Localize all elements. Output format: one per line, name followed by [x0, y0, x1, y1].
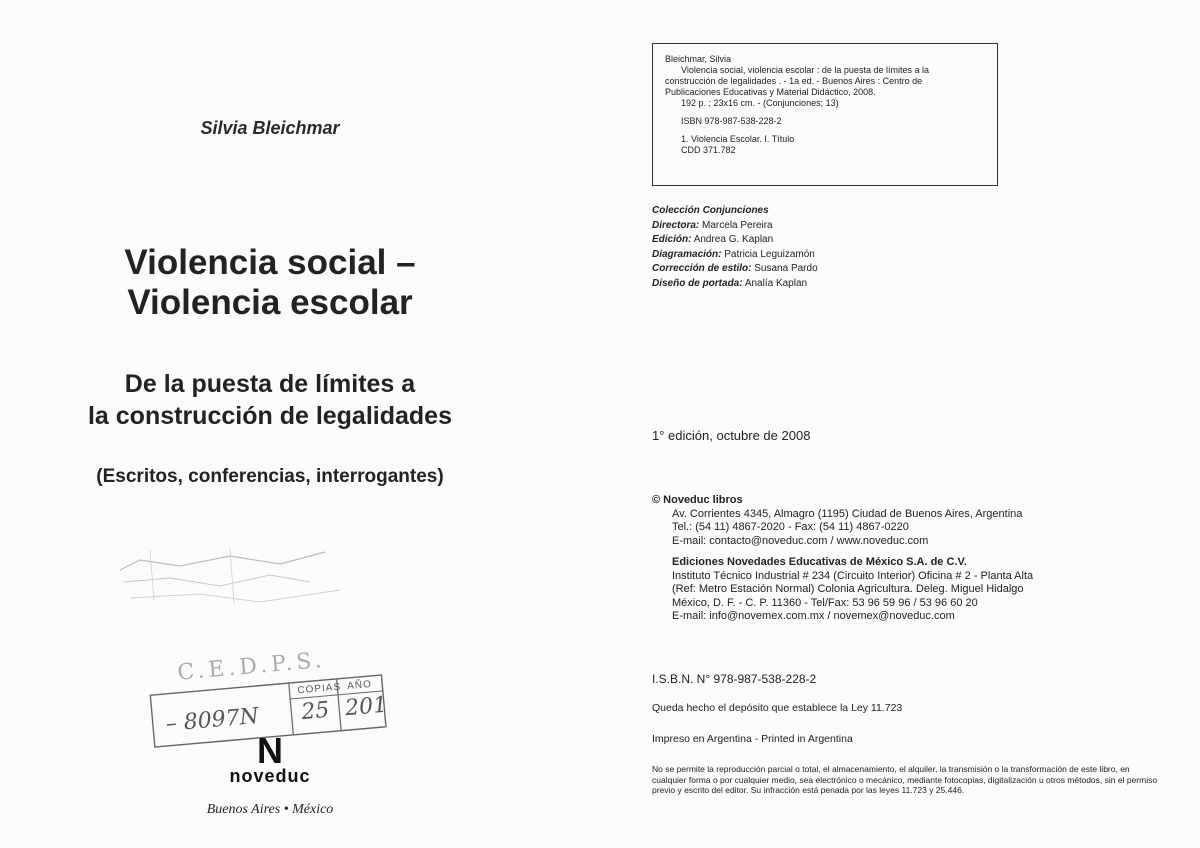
stamp-year-value: 201 [344, 692, 389, 722]
copyright-notice: No se permite la reproducción parcial o total, el almacenamiento, el alquiler, la transmisión o la transformación de este libro, en cualquier forma o por cualquier medio, sea electrónico o mecánico, mediante fotocopias, digitalización u otros métodos, sin el permiso previo y escrito del editor. Su infracción está penada por las leyes 11.723 y 25.446. [652, 764, 1158, 795]
isbn: I.S.B.N. N° 978-987-538-228-2 [652, 672, 817, 686]
publisher1-name: © Noveduc libros [652, 494, 743, 506]
publisher2-line3: México, D. F. - C. P. 11360 - Tel/Fax: 53 96 59 96 / 53 96 60 20 [672, 596, 978, 609]
catalog-topics: 1. Violencia Escolar. I. Título [681, 134, 795, 144]
subtitle-aside: (Escritos, conferencias, interrogantes) [96, 466, 444, 487]
collection-name: Colección Conjunciones [652, 205, 769, 216]
publisher2-email: E-mail: info@novemex.com.mx / novemex@noveduc.com [672, 610, 955, 622]
title-line-1: Violencia social – [124, 243, 416, 282]
catalog-line-4: Publicaciones Educativas y Material Didáctico, 2008. [665, 87, 876, 97]
publisher2-line1: Instituto Técnico Industrial # 234 (Circuito Interior) Oficina # 2 - Planta Alta [672, 569, 1034, 582]
credit-style: Corrección de estilo: Susana Pardo [652, 263, 818, 274]
title-line-2: Violencia escolar [127, 283, 413, 322]
catalog-line-5: 192 p. ; 23x16 cm. - (Conjunciones; 13) [681, 98, 839, 108]
catalog-line-3: construcción de legalidades . - 1a ed. - Buenos Aires : Centro de [665, 76, 923, 86]
stamp-number: – 8097N [164, 703, 260, 737]
edition-date: 1° edición, octubre de 2008 [652, 428, 811, 443]
catalog-record [652, 43, 998, 186]
pencil-marks [110, 520, 370, 620]
catalog-isbn: ISBN 978-987-538-228-2 [681, 116, 782, 126]
credits [652, 204, 972, 291]
publisher1-address: Av. Corrientes 4345, Almagro (1195) Ciudad de Buenos Aires, Argentina [672, 507, 1023, 520]
publisher1-email: E-mail: contacto@noveduc.com / www.noveduc.com [672, 534, 929, 547]
stamp-copies-value: 25 [300, 697, 331, 726]
stamp-year-label: AÑO [346, 678, 373, 692]
author-name: Silvia Bleichmar [200, 118, 340, 138]
credit-edition: Edición: Andrea G. Kaplan [652, 234, 774, 245]
book-subtitle [0, 368, 540, 432]
publisher-logo-icon: N [257, 730, 283, 771]
publisher2-name: Ediciones Novedades Educativas de México S.A. de C.V. [672, 556, 967, 568]
credit-layout: Diagramación: Patricia Leguizamón [652, 248, 815, 260]
publisher1-phone: Tel.: (54 11) 4867-2020 - Fax: (54 11) 4867-0220 [672, 521, 909, 533]
publisher-logo-word: noveduc [229, 766, 311, 786]
right-page [600, 0, 1200, 848]
printed-in: Impreso en Argentina - Printed in Argentina [652, 733, 853, 745]
stamp-copies-label: COPIAS [297, 681, 342, 697]
catalog-title: Violencia social, violencia escolar : de la puesta de límites a la [681, 65, 929, 75]
credit-cover: Diseño de portada: Analía Kaplan [652, 277, 808, 289]
stamp-faint-text: C.E.D.P.S. [176, 647, 327, 686]
credit-director: Directora: Marcela Pereira [652, 219, 773, 231]
subtitle-line-2: la construcción de legalidades [87, 402, 452, 430]
book-title [0, 243, 540, 323]
subtitle-line-1: De la puesta de límites a [124, 370, 416, 398]
publisher-cities: Buenos Aires • México [206, 802, 334, 817]
publishers [652, 494, 1172, 624]
catalog-author: Bleichmar, Silvia [665, 54, 732, 64]
publisher2-line2: (Ref: Metro Estación Normal) Colonia Agricultura. Deleg. Miguel Hidalgo [672, 583, 1024, 595]
legal-deposit: Queda hecho el depósito que establece la Ley 11.723 [652, 702, 903, 714]
catalog-cdd: CDD 371.782 [681, 145, 736, 155]
